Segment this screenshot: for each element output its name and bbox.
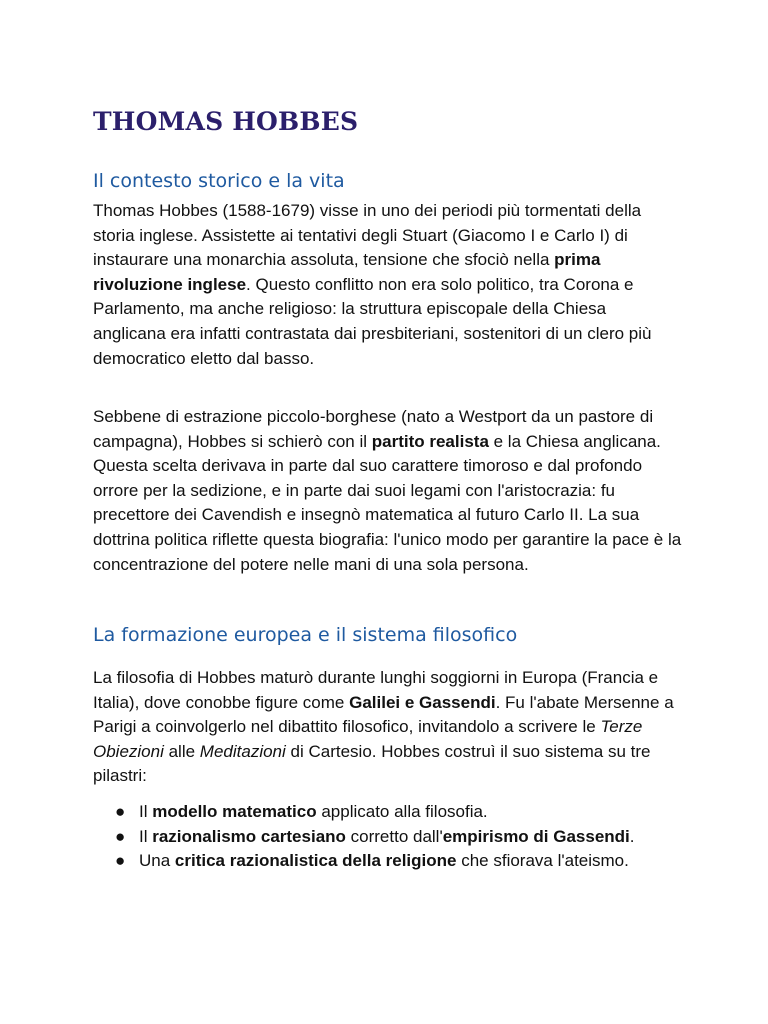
text-run: e la Chiesa anglicana. Questa scelta derivava in parte dal suo carattere timoroso e dal profondo orrore per la sedizione, e in parte dai suoi legami con l'aristocrazia: fu precettore dei Cavendish e insegnò matematica al futuro Carlo II. La sua dottrina politica riflette questa biografia: l'unico modo per garantire la pace è la concentrazione del potere nelle mani di una sola persona. (93, 431, 682, 574)
text-run: . (629, 826, 635, 846)
text-run: alle (163, 741, 200, 761)
text-run: Sebbene di estrazione piccolo-borghese (nato a Westport da un pastore di campagna), Hobbes si schierò con il (93, 407, 654, 451)
pillars-list (93, 800, 683, 874)
bold-text: razionalismo cartesiano (152, 826, 346, 846)
text-run: che sfiorava l'ateismo. (456, 851, 629, 871)
bold-text: modello matematico (152, 802, 317, 821)
bold-text: empirismo di Gassendi (442, 826, 630, 846)
paragraph-context-2 (93, 405, 683, 577)
text-run: Il (139, 826, 153, 846)
list-item (93, 825, 683, 850)
text-run: Una (139, 851, 175, 871)
section-heading-context: Il contesto storico e la vita (93, 170, 345, 192)
section-heading-formation: La formazione europea e il sistema filosofico (93, 624, 518, 646)
text-run: corretto dall' (345, 826, 443, 846)
list-item (93, 800, 683, 825)
bold-text: Galilei e Gassendi (349, 692, 496, 712)
list-item (93, 849, 683, 874)
paragraph-formation (93, 666, 683, 789)
bold-text: critica razionalistica della religione (174, 851, 457, 871)
text-run: Thomas Hobbes (1588-1679) visse in uno dei periodi più tormentati della storia inglese. Assistette ai tentativi degli Stuart (Giacomo I e Carlo I) di instaurare una monarchia assoluta, tensione che sfociò nella (93, 201, 642, 270)
text-run: . Questo conflitto non era solo politico, tra Corona e Parlamento, ma anche religioso: la struttura episcopale della Chiesa anglicana era infatti contrastata dai presbiteriani, sostenitori di un clero più democratico eletto dal basso. (93, 274, 652, 368)
text-run: di Cartesio. Hobbes costruì il suo sistema su tre pilastri: (93, 741, 651, 786)
text-run: applicato alla filosofia. (316, 802, 488, 821)
bold-text: prima rivoluzione inglese (93, 250, 601, 294)
bullet-icon: ● (115, 802, 126, 821)
text-run: Il (139, 802, 153, 821)
paragraph-context-1 (93, 199, 683, 371)
document-title: THOMAS HOBBES (93, 107, 359, 136)
bullet-icon: ● (115, 826, 126, 846)
italic-title: Terze Obiezioni (93, 717, 643, 761)
bold-text: partito realista (371, 431, 489, 451)
italic-title: Meditazioni (199, 741, 286, 761)
bullet-icon: ● (115, 851, 126, 871)
text-run: La filosofia di Hobbes maturò durante lunghi soggiorni in Europa (Francia e Italia), dove conobbe figure come (93, 668, 659, 712)
text-run: . Fu l'abate Mersenne a Parigi a coinvolgerlo nel dibattito filosofico, invitandolo a scrivere le (93, 692, 674, 737)
